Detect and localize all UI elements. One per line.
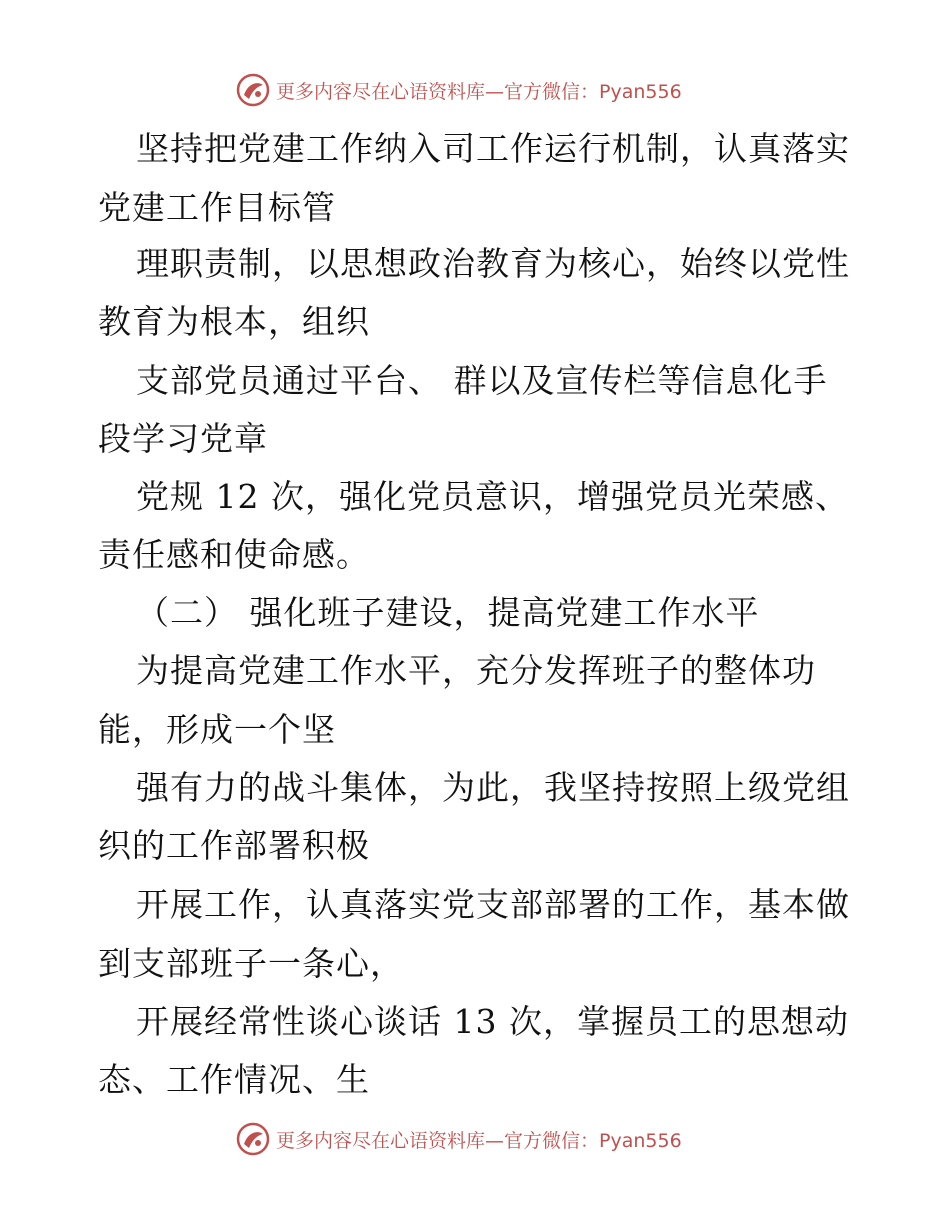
body-line: 教育为根本，组织 (98, 302, 370, 341)
body-line: 党建工作目标管 (98, 188, 336, 227)
body-line: 为提高党建工作水平，充分发挥班子的整体功 (136, 651, 816, 690)
body-line: 织的工作部署积极 (98, 826, 370, 865)
body-line: 党规 12 次，强化党员意识，增强党员光荣感、 (136, 477, 849, 516)
footer-banner-text: 更多内容尽在心语资料库—官方微信：Pyan556 (276, 1129, 682, 1152)
body-line: 态、工作情况、生 (98, 1060, 370, 1099)
body-line: 能，形成一个坚 (98, 710, 336, 749)
body-line: 坚持把党建工作纳入司工作运行机制，认真落实 (136, 129, 850, 168)
footer-banner (236, 1121, 682, 1157)
header-banner-text: 更多内容尽在心语资料库—官方微信：Pyan556 (276, 80, 682, 103)
body-line: 开展经常性谈心谈话 13 次，掌握员工的思想动 (136, 1002, 849, 1041)
body-line: 段学习党章 (98, 419, 268, 458)
body-line: 到支部班子一条心， (98, 944, 404, 983)
body-line: 开展工作，认真落实党支部部署的工作，基本做 (136, 885, 850, 924)
seal-logo-icon (236, 1122, 270, 1156)
body-line: 理职责制，以思想政治教育为核心，始终以党性 (136, 244, 850, 283)
body-line: 强有力的战斗集体，为此，我坚持按照上级党组 (136, 768, 850, 807)
section-heading: （二） 强化班子建设，提高党建工作水平 (136, 593, 760, 632)
body-line: 支部党员通过平台、 群以及宣传栏等信息化手 (136, 361, 828, 400)
body-line: 责任感和使命感。 (98, 535, 370, 574)
